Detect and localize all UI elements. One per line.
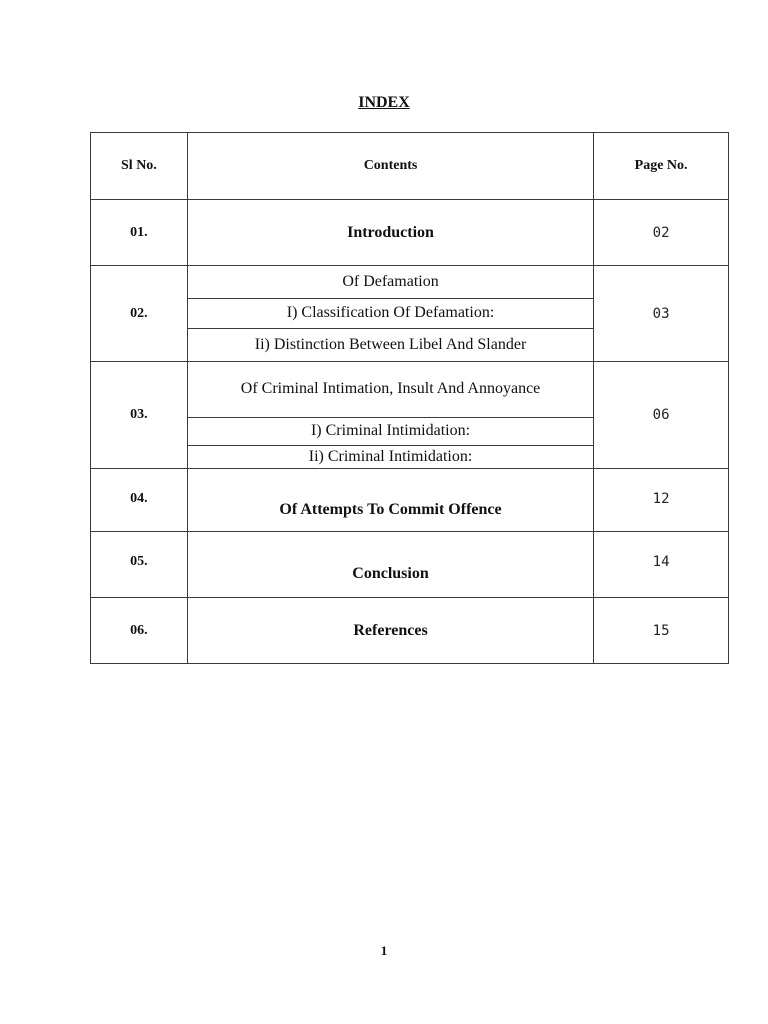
table-row xyxy=(91,266,729,362)
row-content: References xyxy=(187,598,593,664)
sub-items xyxy=(188,362,593,468)
row-content-group xyxy=(187,362,593,469)
row-content: I) Classification Of Defamation: xyxy=(188,298,593,328)
table-row xyxy=(91,532,729,598)
row-content: Of Attempts To Commit Offence xyxy=(187,469,593,532)
row-sl-no: 05. xyxy=(91,532,188,598)
page-title: INDEX xyxy=(358,94,410,111)
header-sl-no: Sl No. xyxy=(91,133,188,200)
row-sl-no: 04. xyxy=(91,469,188,532)
row-content: Ii) Criminal Intimidation: xyxy=(308,447,473,465)
index-table xyxy=(90,132,729,664)
row-content: I) Criminal Intimidation: xyxy=(188,417,593,445)
table-row xyxy=(91,469,729,532)
header-contents: Contents xyxy=(187,133,593,200)
row-sl-no: 02. xyxy=(91,266,188,362)
row-sl-no: 06. xyxy=(91,598,188,664)
row-content: Introduction xyxy=(187,200,593,266)
row-page-no: 02 xyxy=(594,200,729,266)
page-number: 1 xyxy=(380,943,388,958)
table-header-row xyxy=(91,133,729,200)
row-page-no: 12 xyxy=(594,469,729,532)
table-row xyxy=(91,200,729,266)
row-content-group xyxy=(187,266,593,362)
row-page-no: 06 xyxy=(594,362,729,469)
header-page-no: Page No. xyxy=(594,133,729,200)
row-page-no: 14 xyxy=(594,532,729,598)
row-content: Of Defamation xyxy=(188,266,593,298)
row-content: Ii) Distinction Between Libel And Slander xyxy=(254,335,527,353)
row-content: Conclusion xyxy=(187,532,593,598)
row-page-no: 03 xyxy=(594,266,729,362)
table-row xyxy=(91,598,729,664)
row-content: Of Criminal Intimation, Insult And Annoyance xyxy=(188,362,593,417)
row-sl-no: 03. xyxy=(91,362,188,469)
table-row xyxy=(91,362,729,469)
sub-items xyxy=(188,266,593,361)
row-page-no: 15 xyxy=(594,598,729,664)
row-sl-no: 01. xyxy=(91,200,188,266)
